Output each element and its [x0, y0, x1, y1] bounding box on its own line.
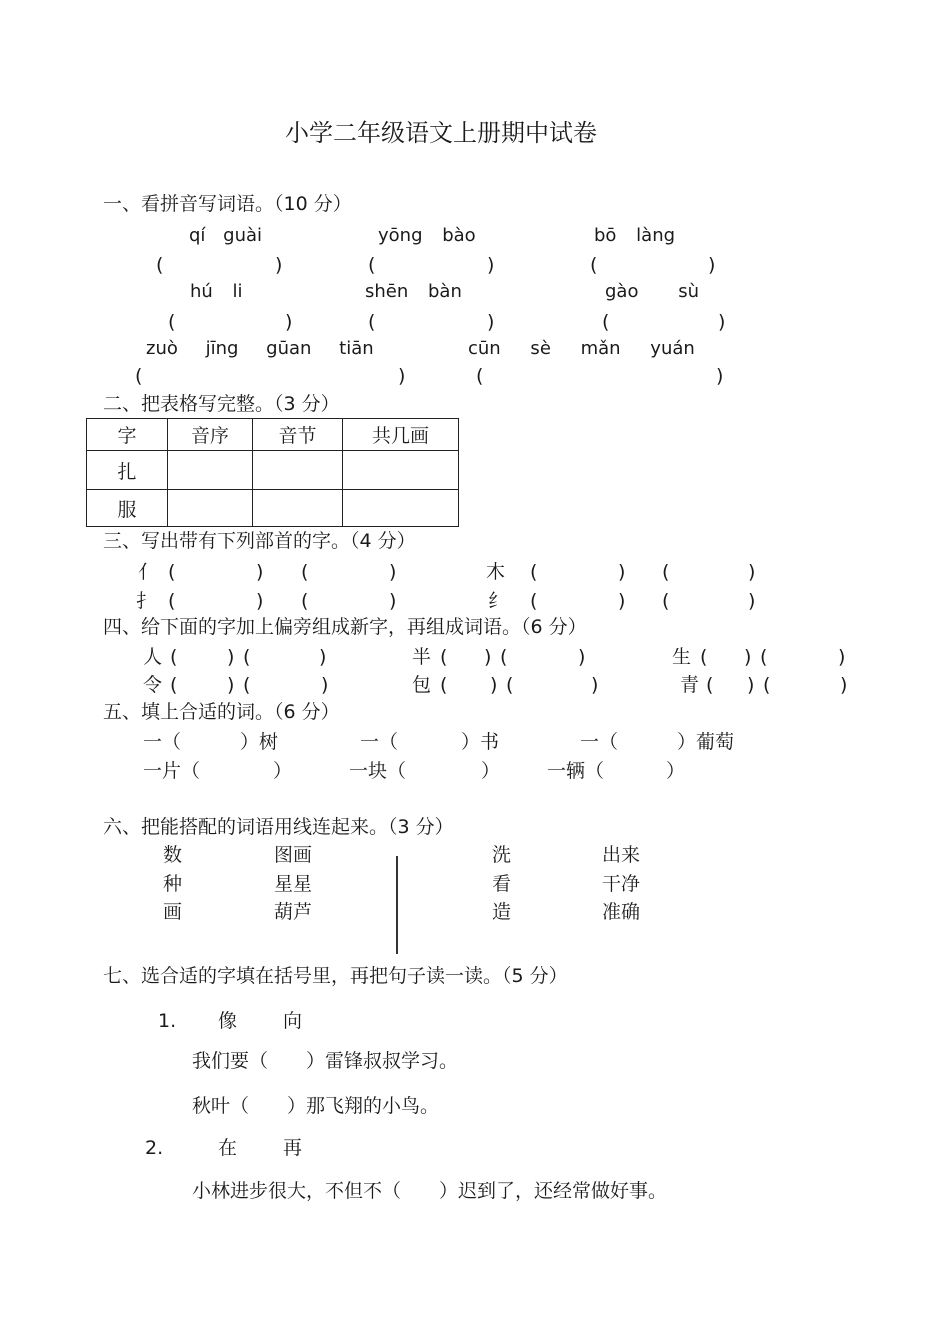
answer-paren-open: (	[168, 311, 176, 333]
fill-suffix: ）书	[461, 731, 500, 753]
table-cell-blank[interactable]	[168, 490, 253, 527]
table-cell-blank[interactable]	[168, 451, 253, 490]
answer-paren-close: )	[256, 561, 264, 583]
table-row	[87, 451, 459, 490]
answer-paren-open: (	[700, 646, 708, 668]
match-word[interactable]: 图画	[274, 844, 313, 866]
answer-paren-open: (	[602, 311, 610, 333]
match-word[interactable]: 准确	[602, 901, 641, 923]
answer-paren-close: )	[227, 674, 235, 696]
answer-paren-close: )	[718, 311, 726, 333]
table-cell-char: 服	[87, 490, 168, 527]
match-word[interactable]: 造	[492, 901, 512, 923]
section-7-heading: 七、选合适的字填在括号里，再把句子读一读。（5 分）	[103, 965, 568, 987]
answer-paren-close: )	[484, 646, 492, 668]
option-char: 像	[218, 1010, 238, 1032]
pinyin-shenban: shēn bàn	[365, 281, 462, 302]
fill-prefix: 一（	[143, 731, 182, 753]
answer-paren-close: )	[487, 311, 495, 333]
answer-paren-close: )	[716, 365, 724, 387]
section-1-heading: 一、看拼音写词语。（10 分）	[103, 193, 352, 215]
section-6-heading: 六、把能搭配的词语用线连起来。（3 分）	[103, 816, 454, 838]
fill-prefix: 一片（	[143, 760, 201, 782]
pinyin-huli: hú li	[190, 281, 243, 302]
table-header-cell: 音序	[168, 419, 253, 451]
base-char: 生	[672, 646, 692, 668]
answer-paren-close: )	[578, 646, 586, 668]
question-number: 1.	[158, 1010, 177, 1032]
match-word[interactable]: 画	[163, 901, 183, 923]
answer-paren-close: )	[285, 311, 293, 333]
character-table	[86, 418, 459, 527]
answer-paren-open: (	[662, 590, 670, 612]
base-char: 包	[412, 674, 432, 696]
answer-paren-open: (	[530, 590, 538, 612]
answer-paren-open: (	[662, 561, 670, 583]
fill-suffix: ）	[273, 760, 293, 782]
option-char: 再	[283, 1137, 303, 1159]
match-word[interactable]: 数	[163, 844, 183, 866]
match-word[interactable]: 星星	[274, 873, 313, 895]
answer-paren-open: (	[243, 646, 251, 668]
fill-suffix: ）	[481, 760, 501, 782]
pinyin-cunsemanyuan: cūn sè mǎn yuán	[468, 338, 695, 359]
option-char: 在	[218, 1137, 238, 1159]
answer-paren-close: )	[840, 674, 848, 696]
answer-paren-open: (	[476, 365, 484, 387]
answer-paren-open: (	[506, 674, 514, 696]
fill-suffix: ）葡萄	[677, 731, 735, 753]
pinyin-yongbao: yōng bào	[378, 225, 476, 246]
table-row	[87, 490, 459, 527]
fill-suffix: ）树	[240, 731, 279, 753]
answer-paren-close: )	[398, 365, 406, 387]
section-3-heading: 三、写出带有下列部首的字。（4 分）	[103, 530, 416, 552]
answer-paren-close: )	[389, 590, 397, 612]
answer-paren-open: (	[760, 646, 768, 668]
answer-paren-close: )	[838, 646, 846, 668]
answer-paren-open: (	[301, 561, 309, 583]
sentence: 我们要（ ）雷锋叔叔学习。	[192, 1050, 459, 1072]
answer-paren-close: )	[256, 590, 264, 612]
fill-prefix: 一块（	[349, 760, 407, 782]
answer-paren-close: )	[748, 590, 756, 612]
answer-paren-close: )	[389, 561, 397, 583]
answer-paren-open: (	[168, 561, 176, 583]
answer-paren-open: (	[368, 311, 376, 333]
radical-ren: 亻	[138, 561, 158, 583]
answer-paren-open: (	[530, 561, 538, 583]
base-char: 青	[680, 674, 700, 696]
answer-paren-open: (	[170, 646, 178, 668]
option-char: 向	[283, 1010, 303, 1032]
answer-paren-open: (	[168, 590, 176, 612]
answer-paren-close: )	[319, 646, 327, 668]
match-word[interactable]: 葫芦	[274, 901, 313, 923]
table-cell-char: 扎	[87, 451, 168, 490]
table-cell-blank[interactable]	[253, 451, 343, 490]
answer-paren-close: )	[321, 674, 329, 696]
base-char: 人	[143, 646, 163, 668]
answer-paren-open: (	[763, 674, 771, 696]
match-word[interactable]: 看	[492, 873, 512, 895]
sentence: 秋叶（ ）那飞翔的小鸟。	[192, 1095, 440, 1117]
answer-paren-open: (	[440, 674, 448, 696]
radical-si: 纟	[488, 590, 508, 612]
base-char: 半	[412, 646, 432, 668]
radical-mu: 木	[486, 561, 506, 583]
answer-paren-open: (	[135, 365, 143, 387]
answer-paren-open: (	[706, 674, 714, 696]
answer-paren-open: (	[156, 254, 164, 276]
table-header-cell: 共几画	[343, 419, 459, 451]
match-word[interactable]: 干净	[602, 873, 641, 895]
match-word[interactable]: 种	[163, 873, 183, 895]
answer-paren-close: )	[744, 646, 752, 668]
answer-paren-open: (	[368, 254, 376, 276]
table-cell-blank[interactable]	[343, 451, 459, 490]
table-header-cell: 音节	[253, 419, 343, 451]
page-title: 小学二年级语文上册期中试卷	[285, 119, 597, 147]
fill-prefix: 一（	[580, 731, 619, 753]
answer-paren-open: (	[590, 254, 598, 276]
answer-paren-open: (	[301, 590, 309, 612]
pinyin-bolang: bō làng	[594, 225, 676, 246]
match-word[interactable]: 洗	[492, 844, 512, 866]
match-word[interactable]: 出来	[602, 844, 641, 866]
fill-prefix: 一辆（	[547, 760, 605, 782]
radical-shou: 扌	[136, 590, 156, 612]
table-cell-blank[interactable]	[253, 490, 343, 527]
section-5-heading: 五、填上合适的词。（6 分）	[103, 701, 340, 723]
answer-paren-close: )	[490, 674, 498, 696]
fill-suffix: ）	[666, 760, 686, 782]
answer-paren-close: )	[708, 254, 716, 276]
answer-paren-close: )	[748, 561, 756, 583]
divider-line	[396, 856, 398, 954]
answer-paren-open: (	[440, 646, 448, 668]
answer-paren-close: )	[618, 590, 626, 612]
section-4-heading: 四、给下面的字加上偏旁组成新字，再组成词语。（6 分）	[103, 616, 587, 638]
answer-paren-close: )	[487, 254, 495, 276]
answer-paren-close: )	[747, 674, 755, 696]
section-2-heading: 二、把表格写完整。（3 分）	[103, 393, 340, 415]
answer-paren-open: (	[243, 674, 251, 696]
answer-paren-close: )	[591, 674, 599, 696]
fill-prefix: 一（	[360, 731, 399, 753]
pinyin-gaosu: gào sù	[605, 281, 699, 302]
question-number: 2.	[145, 1137, 164, 1159]
answer-paren-open: (	[500, 646, 508, 668]
pinyin-qiguai: qí guài	[189, 225, 263, 246]
pinyin-zuojingguantian: zuò jīng gūan tiān	[146, 338, 374, 359]
answer-paren-close: )	[618, 561, 626, 583]
base-char: 令	[143, 674, 163, 696]
table-cell-blank[interactable]	[343, 490, 459, 527]
answer-paren-close: )	[227, 646, 235, 668]
table-header-cell: 字	[87, 419, 168, 451]
sentence: 小林进步很大，不但不（ ）迟到了，还经常做好事。	[192, 1180, 668, 1202]
answer-paren-open: (	[170, 674, 178, 696]
answer-paren-close: )	[275, 254, 283, 276]
